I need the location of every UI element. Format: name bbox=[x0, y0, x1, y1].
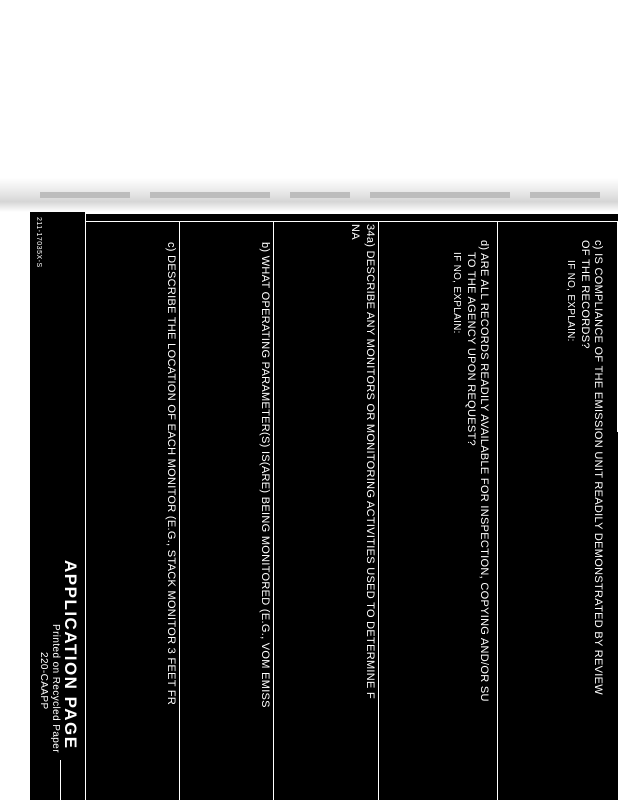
question-34a-text: 34a) DESCRIBE ANY MONITORS OR MONITORING ACTIVITIES USED TO DETERMINE F bbox=[364, 224, 376, 700]
form-border-top bbox=[85, 212, 618, 214]
question-c-line1: c) IS COMPLIANCE OF THE EMISSION UNIT READILY DEMONSTRATED BY REVIEW bbox=[592, 240, 604, 695]
section-divider bbox=[273, 222, 274, 800]
form-border-second bbox=[85, 221, 618, 222]
question-c-explain: IF NO, EXPLAIN: bbox=[565, 260, 576, 342]
blank-margin bbox=[0, 0, 618, 190]
rotated-form-page bbox=[30, 212, 618, 800]
question-d-explain: IF NO, EXPLAIN: bbox=[451, 252, 462, 334]
section-divider bbox=[497, 222, 498, 800]
footer-divider bbox=[60, 760, 61, 800]
form-code: 220-CAAPP bbox=[38, 652, 49, 710]
form-border-left bbox=[85, 212, 86, 800]
application-page-title: APPLICATION PAGE bbox=[61, 560, 80, 750]
scan-artifact bbox=[0, 178, 618, 212]
question-d-line2: TO THE AGENCY UPON REQUEST? bbox=[465, 252, 477, 446]
printed-on-recycled-paper: Printed on Recycled Paper bbox=[50, 624, 61, 753]
section-divider bbox=[179, 222, 180, 800]
form-number: 211-17035X-S bbox=[35, 217, 42, 268]
section-divider bbox=[378, 222, 379, 800]
answer-34a: NA bbox=[349, 224, 361, 240]
question-34b-text: b) WHAT OPERATING PARAMETER(S) IS(ARE) BEING MONITORED (E.G., VOM EMISS bbox=[259, 242, 271, 708]
question-34c-text: c) DESCRIBE THE LOCATION OF EACH MONITOR (E.G., STACK MONITOR 3 FEET FR bbox=[165, 242, 177, 706]
question-d-line1: d) ARE ALL RECORDS READILY AVAILABLE FOR INSPECTION, COPYING AND/OR SU bbox=[478, 240, 490, 702]
question-c-line2: OF THE RECORDS? bbox=[579, 240, 591, 349]
